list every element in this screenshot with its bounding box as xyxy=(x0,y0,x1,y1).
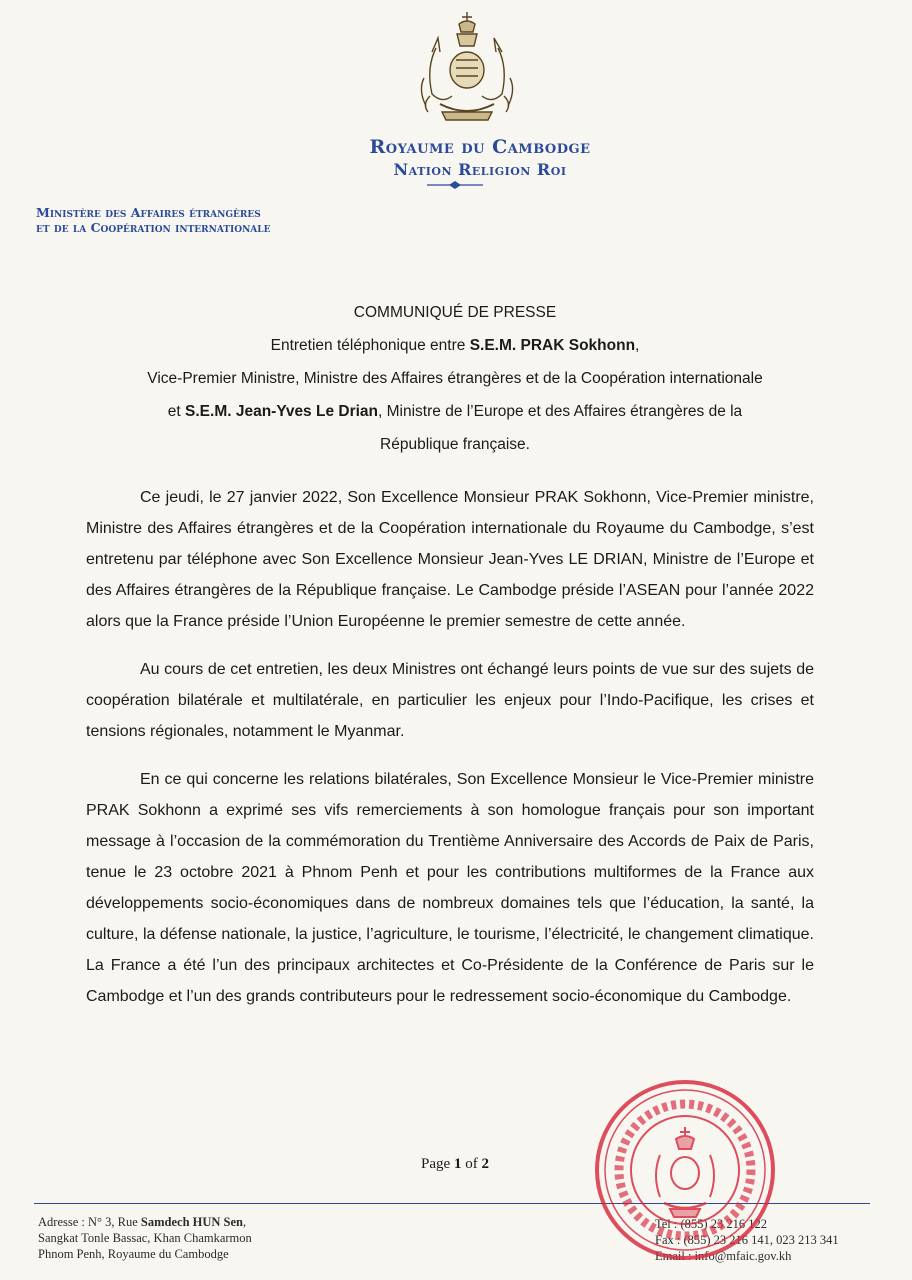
contact-fax: Fax : (855) 23 216 141, 023 213 341 xyxy=(655,1233,839,1247)
contact-email: Email : info@mfaic.gov.kh xyxy=(655,1249,792,1263)
royal-coat-of-arms-icon xyxy=(412,8,522,126)
title-line-2: Entretien téléphonique entre S.E.M. PRAK Sokhonn, xyxy=(270,337,640,354)
paragraph-3: En ce qui concerne les relations bilatérales, Son Excellence Monsieur le Vice-Premier ministre PRAK Sokhonn a exprimé ses vifs remerciements à son homologue français pour son important message à l’occasion de la commémoration du Trentième Anniversaire des Accords de Paix de Paris, tenue le 23 octobre 2021 à Phnom Penh et pour les contributions multiformes de la France aux développements socio-économiques dans de nombreux domaines tels que l’éducation, la santé, la culture, la défense nationale, la justice, l’agriculture, le tourisme, l’électricité, le changement climatique. La France a été l’un des principaux architectes et Co-Présidente de la Conférence de Paris sur le Cambodge et l’un des grands contributeurs pour le redressement socio-économique du Cambodge. xyxy=(86,771,814,1005)
paragraph-2: Au cours de cet entretien, les deux Ministres ont échangé leurs points de vue sur des sujets de coopération bilatérale et multilatérale, en particulier les enjeux pour l’Indo-Pacifique, les crises et tensions régionales, notamment le Myanmar. xyxy=(86,661,814,740)
paragraph-1: Ce jeudi, le 27 janvier 2022, Son Excellence Monsieur PRAK Sokhonn, Vice-Premier ministre, Ministre des Affaires étrangères et de la Coopération internationale du Royaume du Cambodge, s’est entretenu par téléphone avec Son Excellence Monsieur Jean-Yves LE DRIAN, Ministre de l’Europe et des Affaires étrangères de la République française. Le Cambodge préside l’ASEAN pour l’année 2022 alors que la France préside l’Union Européenne le premier semestre de cette année. xyxy=(86,489,814,630)
title-line-5: République française. xyxy=(380,436,530,453)
release-heading: COMMUNIQUÉ DE PRESSE xyxy=(353,304,557,321)
footer-address xyxy=(38,1214,378,1262)
contact-tel: Tel : (855) 23 216 122 xyxy=(655,1217,767,1231)
address-line-2: Sangkat Tonle Bassac, Khan Chamkarmon xyxy=(38,1231,252,1245)
title-line-4: et S.E.M. Jean-Yves Le Drian, Ministre de l’Europe et des Affaires étrangères de la xyxy=(167,403,743,420)
ministry-seal-icon xyxy=(590,1075,780,1265)
ministry-name-line1: Ministère des Affaires étrangères xyxy=(36,205,261,220)
divider-ornament-icon xyxy=(425,180,485,190)
ministry-name-line2: et de la Coopération internationale xyxy=(36,220,271,235)
title-line-3: Vice-Premier Ministre, Ministre des Affaires étrangères et de la Coopération internationale xyxy=(147,370,763,387)
page-number: Page 1 of 2 xyxy=(421,1156,489,1172)
national-motto: Nation Religion Roi xyxy=(393,160,567,179)
release-body xyxy=(86,482,814,1029)
address-line-3: Phnom Penh, Royaume du Cambodge xyxy=(38,1247,229,1261)
address-line-1: Adresse : N° 3, Rue Samdech HUN Sen, xyxy=(38,1215,247,1229)
kingdom-title: Royaume du Cambodge xyxy=(369,136,591,158)
